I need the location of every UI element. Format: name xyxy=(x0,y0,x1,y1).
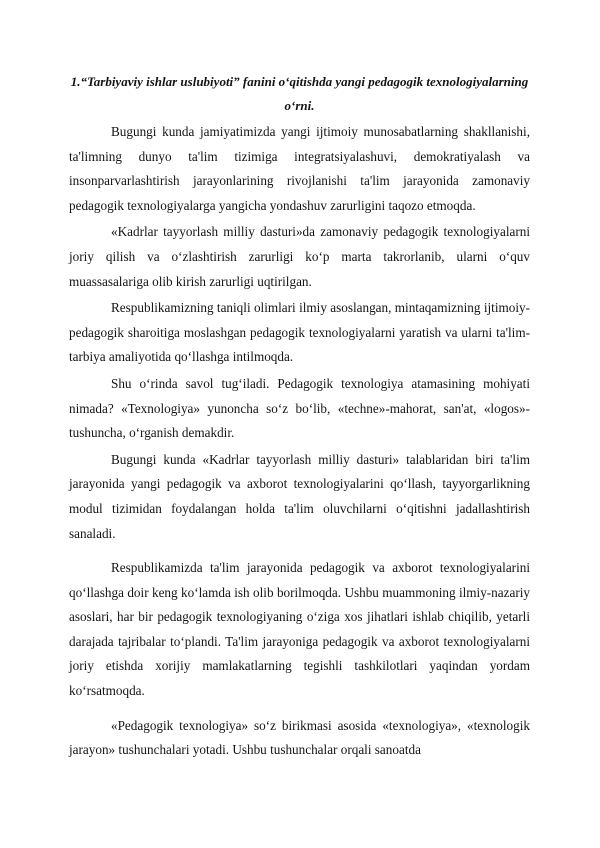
section-title: 1.“Tarbiyaviy ishlar uslubiyoti” fanini o‘qitishda yangi pedagogik texnologiyalarning o‘rni. xyxy=(70,74,529,113)
paragraph-7: «Pedagogik texnologiya» so‘z birikmasi asosida «texnologiya», «texnologik jarayon» tushunchalari yotadi. Ushbu tushunchalar orqali sanoatda xyxy=(69,717,530,758)
paragraph-3: Respublikamizning taniqli olimlari ilmiy asoslangan, mintaqamizning ijtimoiy-pedagogik sharoitiga moslashgan pedagogik texnologiyalarni yaratish va ularni ta'lim-tarbiya amaliyotida qo‘llashga intilmoqda. xyxy=(69,300,530,365)
document-body xyxy=(69,70,530,765)
paragraph-5: Bugungi kunda «Kadrlar tayyorlash milliy dasturi» talablaridan biri ta'lim jarayonida yangi pedagogik va axborot texnologiyalarini qo‘llash, tayyorgarlikning modul tizimidan foydalangan holda ta'lim oluvchilarni o‘qitishni jadallashtirish sanaladi. xyxy=(69,451,530,541)
paragraph-6: Respublikamizda ta'lim jarayonida pedagogik va axborot texnologiyalarini qo‘llashga doir keng ko‘lamda ish olib borilmoqda. Ushbu muammoning ilmiy-nazariy asoslari, har bir pedagogik texnologiyaning o‘ziga xos jihatlari ishlab chiqilib, yetarli darajada tajribalar to‘plandi. Ta'lim jarayoniga pedagogik va axborot texnologiyalarni joriy etishda xorijiy mamlakatlarning tegishli tashkilotlari yaqindan yordam ko‘rsatmoqda. xyxy=(69,560,530,699)
paragraph-1: Bugungi kunda jamiyatimizda yangi ijtimoiy munosabatlarning shakllanishi, ta'limning dunyo ta'lim tizimiga integratsiyalashuvi, demokratiyalash va insonparvarlashtirish jarayonlarining rivojlanishi ta'lim jarayonida zamonaviy pedagogik texnologiyalarga yangicha yondashuv zarurligini taqozo etmoqda. xyxy=(69,124,530,213)
paragraph-4: Shu o‘rinda savol tug‘iladi. Pedagogik texnologiya atamasining mohiyati nimada? «Texnologiya» yunoncha so‘z bo‘lib, «techne»-mahorat, san'at, «logos»-tushuncha, o‘rganish demakdir. xyxy=(69,375,530,441)
paragraph-2: «Kadrlar tayyorlash milliy dasturi»da zamonaviy pedagogik texnologiyalarni joriy qilish va o‘zlashtirish zarurligi ko‘p marta takrorlanib, ularni o‘quv muassasalariga olib kirish zarurligi uqtirilgan. xyxy=(69,224,530,289)
